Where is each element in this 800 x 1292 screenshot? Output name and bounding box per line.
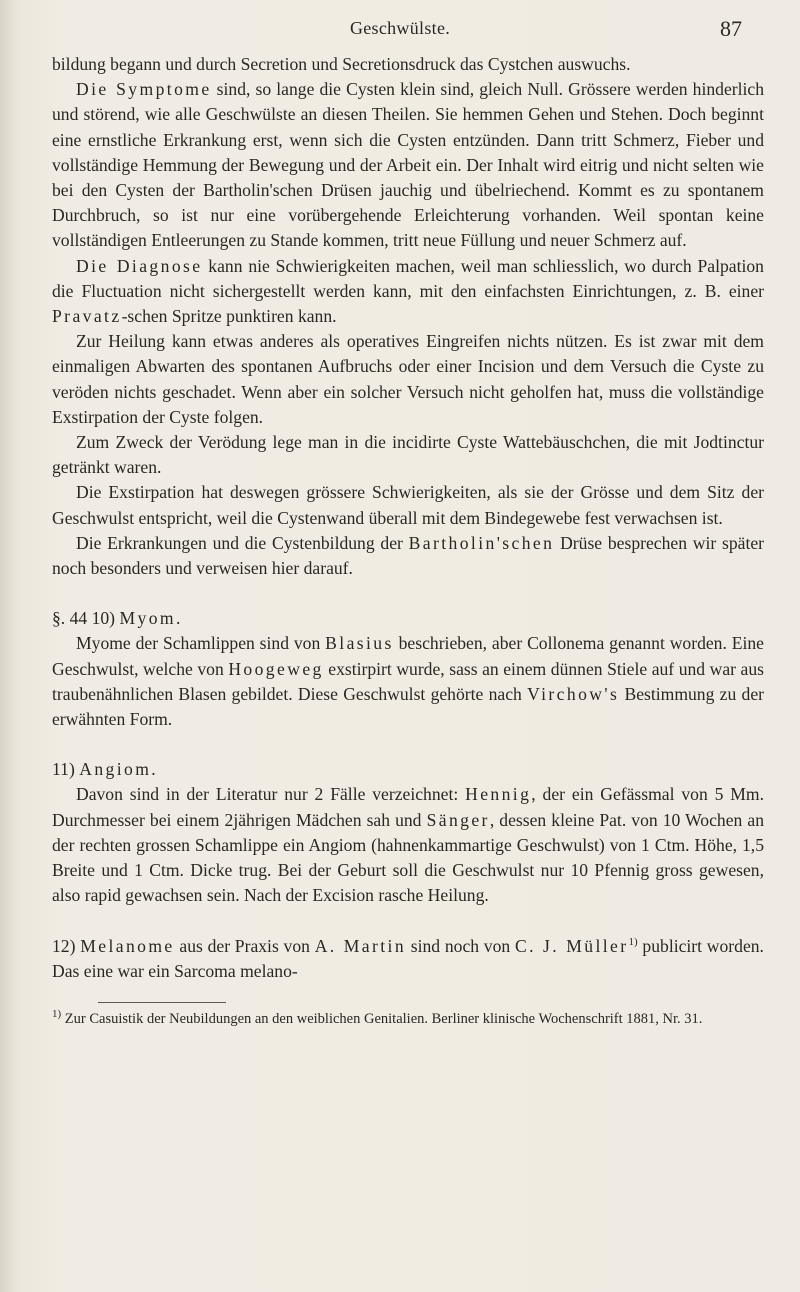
- paragraph: Die Diagnose kann nie Schwierigkeiten machen, weil man schliesslich, wo durch Palpation die Fluctuation nicht sichergestellt werden kann, mit den einfachsten Einrichtungen, z. B. einer Pravatz-schen Spritze punktiren kann.: [52, 255, 764, 327]
- paragraph: Myome der Schamlippen sind von Blasius beschrieben, aber Collonema genannt worden. Eine Geschwulst, welche von Hoogeweg exstirpirt wurde, sass an einem dünnen Stiele auf und war aus traubenähnlichen Blasen gebildet. Diese Geschwulst gehörte nach Virchow's Bestimmung zu der erwähnten Form.: [52, 633, 764, 730]
- page-header: [0, 18, 800, 48]
- emphasis: Virchow's: [527, 683, 620, 704]
- paragraph: Zur Heilung kann etwas anderes als operatives Eingreifen nichts nützen. Es ist zwar mit dem einmaligen Abwarten des spontanen Aufbruchs oder einer Incision und dem Versuch die Cyste zu veröden nichts geschadet. Wenn aber ein solcher Versuch nicht geholfen hat, muss die vollständige Exstirpation der Cyste folgen.: [52, 331, 764, 427]
- footnote-rule: [98, 1002, 226, 1003]
- section-heading: §. 44 10) Myom.: [52, 608, 183, 629]
- emphasis: Bartholin'schen: [408, 532, 555, 553]
- emphasis: Die Symptome: [76, 79, 212, 100]
- paragraph: Die Exstirpation hat deswegen grössere Schwierigkeiten, als sie der Grösse und dem Sitz der Geschwulst entspricht, weil die Cystenwand überall mit dem Bindegewebe fest verwachsen ist.: [52, 482, 764, 528]
- emphasis: Hennig: [465, 784, 532, 805]
- footnote-ref: 1): [628, 935, 638, 948]
- body-text: [52, 52, 764, 1029]
- emphasis: Hoogeweg: [228, 658, 324, 679]
- running-title: Geschwülste.: [349, 18, 451, 38]
- emphasis: Blasius: [325, 633, 394, 654]
- emphasis: Sänger: [426, 809, 490, 830]
- paragraph: bildung begann und durch Secretion und Secretionsdruck das Cystchen auswuchs.: [52, 54, 631, 74]
- emphasis: A. Martin: [314, 935, 407, 956]
- section-heading: 11) Angiom.: [52, 759, 159, 780]
- paragraph: Zum Zweck der Verödung lege man in die incidirte Cyste Wattebäuschchen, die mit Jodtinctur getränkt waren.: [52, 432, 764, 478]
- paragraph: Die Symptome sind, so lange die Cysten klein sind, gleich Null. Grössere werden hinderlich und störend, wie alle Geschwülste an diesen Theilen. Sie hemmen Gehen und Stehen. Doch beginnt eine ernstliche Erkrankung erst, wenn sich die Cysten entzünden. Dann tritt Schmerz, Fieber und vollständige Hemmung der Bewegung und der Arbeit ein. Der Inhalt wird eitrig und nicht selten wie bei den Cysten der Bartholin'schen Drüsen jauchig und übelriechend. Kommt es zu spontanem Durchbruch, so ist nur eine vorübergehende Erleichterung vorhanden. Weil spontan keine vollständigen Entleerungen zu Stande kommen, tritt neue Füllung und neuer Schmerz auf.: [52, 79, 764, 251]
- paragraph: Die Erkrankungen und die Cystenbildung der Bartholin'schen Drüse besprechen wir später noch besonders und verweisen hier darauf.: [52, 532, 764, 579]
- paragraph: Davon sind in der Literatur nur 2 Fälle verzeichnet: Hennig, der ein Gefässmal von 5 Mm. Durchmesser bei einem 2jährigen Mädchen sah und Sänger, dessen kleine Pat. von 10 Wochen an der rechten grossen Schamlippe ein Angiom (hahnenkammartige Geschwulst) von 1 Ctm. Höhe, 1,5 Breite und 1 Ctm. Dicke trug. Bei der Geburt soll die Geschwulst nur 10 Pfennig gross gewesen, also rapid gewachsen sein. Nach der Excision rasche Heilung.: [52, 784, 765, 906]
- emphasis: Die Diagnose: [76, 255, 203, 276]
- footnote: $^{1)}$ Zur Casuistik der Neubildungen an den weiblichen Genitalien. Berliner klinische Wochenschrift 1881, Nr. 31.: [52, 1008, 703, 1027]
- section-heading: 12) Melanome aus der Praxis von A. Martin sind noch von C. J. Müller$^{1)}$ publicirt worden. Das eine war ein Sarcoma melano-: [52, 935, 764, 981]
- emphasis: Pravatz: [52, 306, 122, 327]
- emphasis: C. J. Müller: [514, 935, 629, 956]
- page-number: 87: [720, 16, 742, 41]
